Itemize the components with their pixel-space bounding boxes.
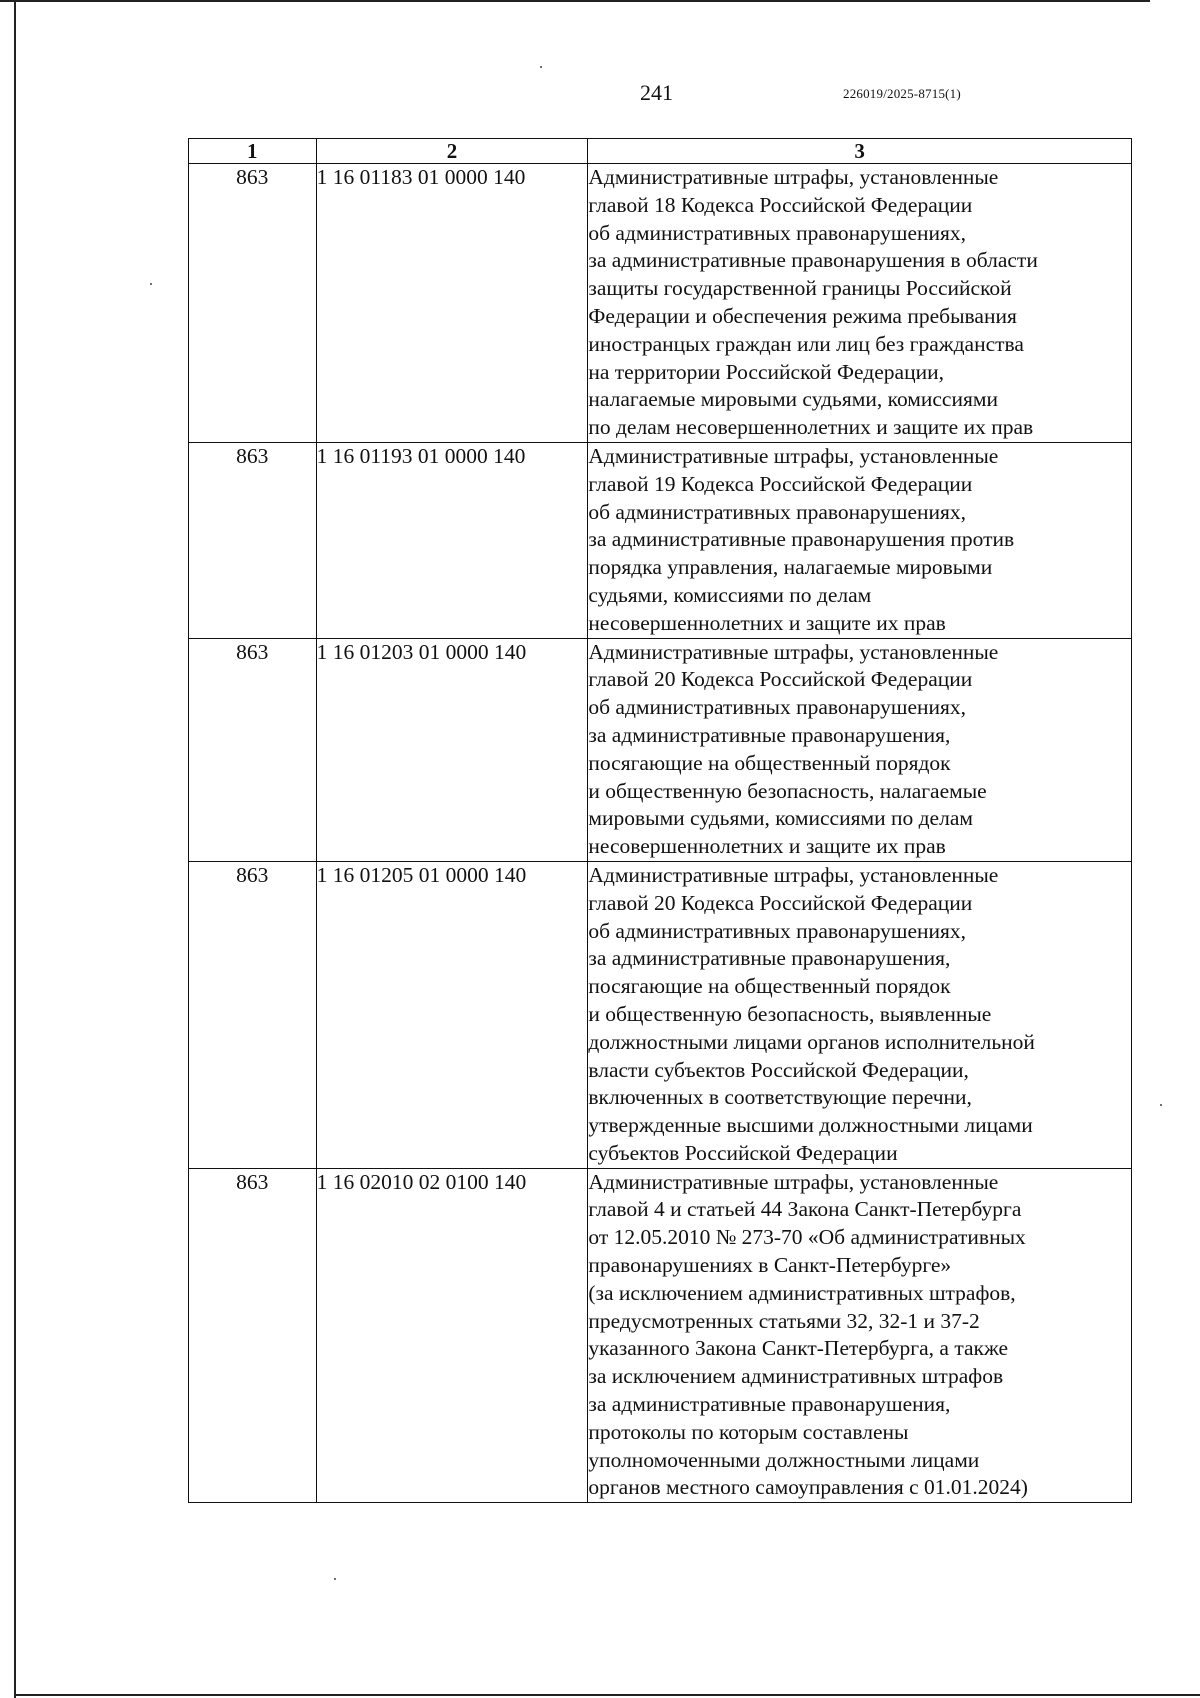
description-line: и общественную безопасность, налагаемые [588, 778, 987, 803]
description-line: предусмотренных статьями 32, 32-1 и 37-2 [588, 1308, 980, 1333]
description-line: иностранцых граждан или лиц без гражданства [588, 331, 1024, 356]
description-line: за исключением административных штрафов [588, 1364, 1004, 1389]
budget-classification-code-cell: 1 16 01205 01 0000 140 [316, 861, 588, 1168]
admin-code-cell: 863 [189, 638, 317, 861]
scan-speck [150, 283, 152, 285]
description-line: за административные правонарушения, [588, 722, 951, 747]
description-line: включенных в соответствующие перечни, [588, 1085, 972, 1110]
scan-speck [540, 66, 542, 68]
description-line: порядка управления, налагаемые мировыми [588, 555, 993, 580]
description-line: Административные штрафы, установленные [588, 165, 999, 189]
revenue-description-cell [588, 164, 1132, 443]
description-line: от 12.05.2010 № 273-70 «Об административных [588, 1225, 1026, 1250]
description-line: несовершеннолетних и защите их прав [588, 834, 946, 859]
description-line: Административные штрафы, установленные [588, 639, 999, 664]
table-row [189, 164, 1132, 443]
description-line: об административных правонарушениях, [588, 220, 967, 245]
description-line: утвержденные высшими должностными лицами [588, 1113, 1033, 1138]
admin-code-cell: 863 [189, 1168, 317, 1503]
description-line: главой 20 Кодекса Российской Федерации [588, 667, 973, 692]
revenue-description-cell [588, 861, 1132, 1168]
description-line: за административные правонарушения в области [588, 248, 1038, 273]
table-body [189, 164, 1132, 1503]
description-line: защиты государственной границы Российской [588, 276, 1012, 301]
document-code: 226019/2025-8715(1) [843, 86, 961, 101]
description-line: Административные штрафы, установленные [588, 862, 999, 887]
description-line: правонарушениях в Санкт-Петербурге» [588, 1253, 952, 1278]
budget-classification-code-cell: 1 16 01203 01 0000 140 [316, 638, 588, 861]
scan-speck [1160, 1104, 1162, 1106]
table-row [189, 861, 1132, 1168]
admin-code-cell: 863 [189, 442, 317, 638]
page-number: 241 [640, 80, 673, 105]
admin-code-cell: 863 [189, 861, 317, 1168]
description-line: посягающие на общественный порядок [588, 750, 951, 775]
description-line: и общественную безопасность, выявленные [588, 1001, 992, 1026]
description-line: главой 4 и статьей 44 Закона Санкт-Петербурга [588, 1197, 1022, 1222]
description-line: мировыми судьями, комиссиями по делам [588, 806, 973, 831]
column-header: 1 [189, 139, 317, 164]
description-line: главой 18 Кодекса Российской Федерации [588, 192, 973, 217]
description-line: за административные правонарушения, [588, 946, 951, 971]
revenue-codes-table [188, 138, 1132, 1503]
description-line: судьями, комиссиями по делам [588, 582, 872, 607]
description-line: Административные штрафы, установленные [588, 1169, 999, 1194]
table-header-row [189, 139, 1132, 164]
description-line: Федерации и обеспечения режима пребывания [588, 303, 1017, 328]
budget-classification-code-cell: 1 16 01193 01 0000 140 [316, 442, 588, 638]
description-line: об административных правонарушениях, [588, 499, 967, 524]
scan-frame-top [0, 0, 1150, 2]
description-line: главой 20 Кодекса Российской Федерации [588, 890, 973, 915]
table-row [189, 442, 1132, 638]
revenue-description-cell [588, 442, 1132, 638]
scan-speck [334, 1578, 336, 1580]
description-line: за административные правонарушения против [588, 527, 1015, 552]
description-line: должностными лицами органов исполнительной [588, 1029, 1035, 1054]
budget-classification-code-cell: 1 16 01183 01 0000 140 [316, 164, 588, 443]
description-line: об административных правонарушениях, [588, 695, 967, 720]
description-line: уполномоченными должностными лицами [588, 1447, 980, 1472]
description-line: Административные штрафы, установленные [588, 443, 999, 468]
table-row [189, 638, 1132, 861]
column-header: 2 [316, 139, 588, 164]
admin-code-cell: 863 [189, 164, 317, 443]
description-line: по делам несовершеннолетних и защите их прав [588, 415, 1034, 440]
description-line: власти субъектов Российской Федерации, [588, 1057, 969, 1082]
description-line: субъектов Российской Федерации [588, 1140, 898, 1165]
description-line: (за исключением административных штрафов, [588, 1280, 1016, 1305]
description-line: указанного Закона Санкт-Петербурга, а также [588, 1336, 1009, 1361]
column-header: 3 [588, 139, 1132, 164]
revenue-description-cell [588, 638, 1132, 861]
description-line: органов местного самоуправления с 01.01.2024) [588, 1475, 1028, 1500]
description-line: за административные правонарушения, [588, 1392, 951, 1417]
table-row [189, 1168, 1132, 1503]
description-line: налагаемые мировыми судьями, комиссиями [588, 387, 998, 412]
description-line: посягающие на общественный порядок [588, 974, 951, 999]
description-line: протоколы по которым составлены [588, 1419, 909, 1444]
scan-frame-bottom [14, 1694, 1200, 1696]
revenue-description-cell [588, 1168, 1132, 1503]
description-line: об административных правонарушениях, [588, 918, 967, 943]
description-line: главой 19 Кодекса Российской Федерации [588, 471, 973, 496]
description-line: несовершеннолетних и защите их прав [588, 610, 946, 635]
budget-classification-code-cell: 1 16 02010 02 0100 140 [316, 1168, 588, 1503]
description-line: на территории Российской Федерации, [588, 359, 944, 384]
scan-frame-left [14, 0, 16, 1698]
